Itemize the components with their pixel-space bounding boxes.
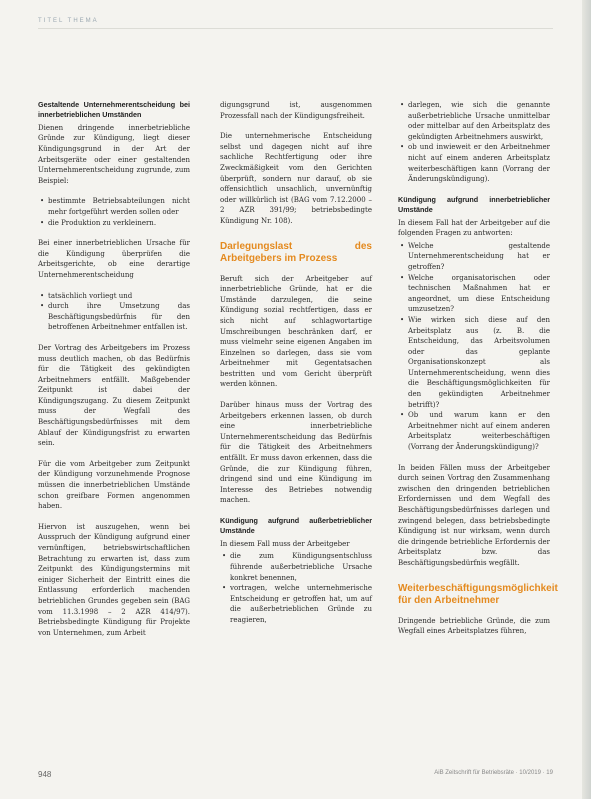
bullet-list: [38, 291, 190, 333]
bullet-list: [220, 551, 372, 625]
section-heading-darlegungslast: Darlegungslast des Arbeitgebers im Prozess: [220, 240, 372, 264]
column-3: [398, 100, 558, 647]
paragraph: In diesem Fall muss der Arbeitgeber: [220, 539, 350, 548]
list-item: • Wie wirken sich diese auf den Arbeitsplatz aus (z. B. die Entscheidung, das Arbeitsvolumen oder das geplante Organisationskonzept als Unternehmerentscheidung, wenn dies die Beschäftigungsmöglichkeiten für den gekündigten Arbeitnehmer betrifft)?: [408, 315, 550, 410]
paragraph: Dringende betriebliche Gründe, die zum Wegfall eines Arbeitsplatzes führen,: [398, 616, 550, 636]
subheading-ausserbetrieblich: Kündigung aufgrund außerbetrieblicher Umstände: [220, 516, 372, 536]
list-item: • die Produktion zu verkleinern.: [48, 218, 190, 229]
list-item: • ob und inwieweit er den Arbeitnehmer nicht auf einem anderen Arbeitsplatz weiterbeschäftigen kann (Vorrang der Änderungskündigung).: [408, 142, 550, 184]
list-item: • bestimmte Betriebsabteilungen nicht mehr fortgeführt werden sollen oder: [48, 196, 190, 217]
paragraph: digungsgrund ist, ausgenommen Prozessfall nach der Kündigungsfreiheit.: [220, 101, 372, 120]
column-1: [38, 100, 190, 648]
section-heading-weiterbeschaeftigung: Weiterbeschäftigungsmöglichkeit für den Arbeitnehmer: [398, 582, 558, 606]
page-number: 948: [38, 770, 52, 779]
paragraph: Hiervon ist auszugehen, wenn bei Ausspruch der Kündigung aufgrund einer vernünftigen, betriebswirtschaftlichen Betrachtung zu erwarten ist, dass zum Zeitpunkt des Kündigungstermins mit einiger Sicherheit der Eintritt eines die Entlassung erforderlich machenden betrieblichen Grundes gegeben sein (BAG vom 11.3.1998 – 2 AZR 414/97). Betriebsbedingte Kündigung für Projekte von Unternehmen, zum Arbeit: [38, 522, 190, 637]
paragraph: In beiden Fällen muss der Arbeitgeber durch seinen Vortrag den Zusammenhang zwischen den dringenden betrieblichen Erfordernissen und dem Wegfall des Beschäftigungsbedürfnisses darlegen und zwingend belegen, dass betriebsbedingte Kündigung ist nur wirksam, wenn durch die dringende betriebliche Erfordernis der Arbeitsplatz bzw. das Beschäftigungsbedürfnis wegfällt.: [398, 463, 550, 567]
paragraph: Für die vom Arbeitgeber zum Zeitpunkt der Kündigung vorzunehmende Prognose müssen die innerbetrieblichen Umstände schon greifbare Formen angenommen haben.: [38, 459, 190, 511]
list-item: • darlegen, wie sich die genannte außerbetriebliche Ursache unmittelbar oder mittelbar auf den Arbeitsplatz des gekündigten Arbeitnehmers auswirkt,: [408, 100, 550, 142]
bullet-list: [398, 241, 550, 453]
bullet-list: [398, 100, 550, 185]
list-item: • Welche organisatorischen oder technischen Maßnahmen hat er angeordnet, um diese Entscheidung umzusetzen?: [408, 273, 550, 315]
paragraph: Beruft sich der Arbeitgeber auf innerbetriebliche Gründe, hat er die Umstände darzulegen, die seine Kündigung sozial rechtfertigen, dass er sich nicht auf schlagwortartige Umschreibungen beschränken darf, er muss vielmehr seine eigenen Angaben im Einzelnen so darlegen, dass sie vom Arbeitnehmer mit Gegentatsachen bestritten und vom Gericht überprüft werden können.: [220, 274, 372, 389]
paragraph: Bei einer innerbetrieblichen Ursache für die Kündigung überprüfen die Arbeitsgerichte, ob eine derartige Unternehmerentscheidung: [38, 239, 190, 279]
list-item: • tatsächlich vorliegt und: [48, 291, 190, 302]
column-2: [220, 100, 372, 636]
footer-source: AiB Zeitschrift für Betriebsräte · 10/2019 · 19: [434, 770, 553, 776]
bullet-list: [38, 196, 190, 228]
subheading-gestaltende: Gestaltende Unternehmerentscheidung bei innerbetrieblichen Umständen: [38, 100, 190, 120]
list-item: • vortragen, welche unternehmerische Entscheidung er getroffen hat, um auf die außerbetrieblichen Gründe zu reagieren,: [230, 583, 372, 625]
page-edge: [582, 0, 591, 799]
list-item: • Ob und warum kann er den Arbeitnehmer nicht auf einem anderen Arbeitsplatz weiterbeschäftigen (Vorrang der Änderungskündigung)?: [408, 410, 550, 452]
paragraph: Darüber hinaus muss der Vortrag des Arbeitgebers erkennen lassen, ob durch eine innerbetriebliche Unternehmerentscheidung das Bedürfnis für die Tätigkeit des Arbeitnehmers entfällt. Er muss davon erkennen, dass die Gründe, die zur Kündigung führen, dringend sind und eine Kündigung im Interesse des Betriebes notwendig machen.: [220, 401, 372, 505]
subheading-innerbetrieblich: Kündigung aufgrund innerbetrieblicher Umstände: [398, 194, 550, 215]
list-item: • die zum Kündigungsentschluss führende außerbetriebliche Ursache konkret benennen,: [230, 551, 372, 583]
list-item: • durch ihre Umsetzung das Beschäftigungsbedürfnis für den betroffenen Arbeitnehmer entfallen ist.: [48, 301, 190, 333]
header-rule: [38, 28, 553, 29]
paragraph: Der Vortrag des Arbeitgebers im Prozess muss deutlich machen, ob das Bedürfnis für die Tätigkeit des gekündigten Arbeitnehmers entfällt. Maßgebender Zeitpunkt ist dabei der Kündigungszugang. Zu diesem Zeitpunkt muss der Wegfall des Beschäftigungsbedürfnisses mit dem Ablauf der Kündigungsfrist zu erwarten sein.: [38, 343, 190, 448]
paragraph: In diesem Fall hat der Arbeitgeber auf die folgenden Fragen zu antworten:: [398, 218, 550, 238]
paragraph: Die unternehmerische Entscheidung selbst und dagegen nicht auf ihre sachliche Rechtfertigung oder ihre Zweckmäßigkeit vom den Gerichten überprüft, sondern nur darauf, ob sie offensichtlich unsachlich, unvernünftig oder willkürlich ist (BAG vom 7.12.2000 – 2 AZR 391/99; betriebsbedingte Kündigung Nr. 108).: [220, 132, 372, 225]
header-tag: TITEL THEMA: [38, 18, 99, 24]
list-item: • Welche gestaltende Unternehmerentscheidung hat er getroffen?: [408, 241, 550, 273]
paragraph: Dienen dringende innerbetriebliche Gründe zur Kündigung, liegt dieser Kündigungsgrund in der Art der Arbeitsgeräte oder einer gestaltenden Unternehmerentscheidung zugrunde, zum Beispiel:: [38, 123, 190, 185]
